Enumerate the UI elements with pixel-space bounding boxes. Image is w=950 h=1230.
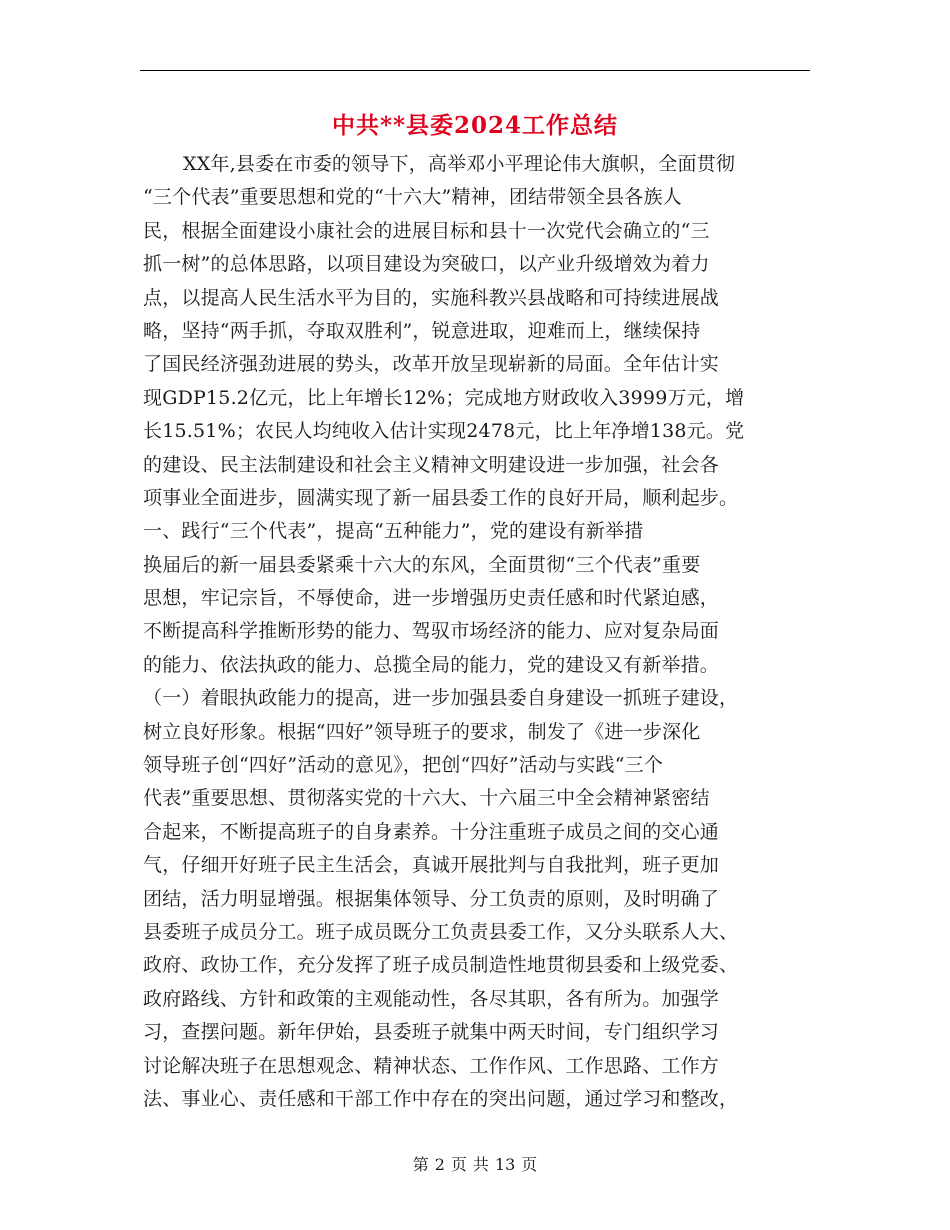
body-line: 政府、政协工作，充分发挥了班子成员制造性地贯彻县委和上级党委、 — [143, 954, 739, 977]
body-line: 略，坚持“两手抓，夺取双胜利”，锐意进取，迎难而上，继续保持 — [143, 319, 701, 342]
body-line: 民，根据全面建设小康社会的进展目标和县十一次党代会确立的“三 — [143, 219, 710, 242]
document-body — [143, 148, 815, 1116]
body-line: 合起来，不断提高班子的自身素养。十分注重班子成员之间的交心通 — [143, 820, 720, 843]
body-line: XX年,县委在市委的领导下，高举邓小平理论伟大旗帜，全面贯彻 — [183, 153, 736, 175]
body-line: 现GDP15.2亿元，比上年增长12%；完成地方财政收入3999万元，增 — [143, 386, 745, 409]
body-line: 项事业全面进步，圆满实现了新一届县委工作的良好开局，顺利起步。 — [143, 486, 739, 509]
body-line: 不断提高科学推断形势的能力、驾驭市场经济的能力、应对复杂局面 — [143, 620, 720, 643]
document-title: 中共**县委2024工作总结 — [331, 112, 619, 139]
footer-suffix: 页 — [521, 1155, 538, 1174]
body-line: 领导班子创“四好”活动的意见》，把创“四好”活动与实践“三个 — [143, 754, 664, 777]
body-line: 讨论解决班子在思想观念、精神状态、工作作风、工作思路、工作方 — [143, 1054, 720, 1077]
body-line: 的建设、民主法制建设和社会主义精神文明建设进一步加强，社会各 — [143, 453, 720, 476]
body-line: 县委班子成员分工。班子成员既分工负责县委工作，又分头联系人大、 — [143, 920, 739, 943]
body-line: 习，查摆问题。新年伊始，县委班子就集中两天时间，专门组织学习 — [143, 1021, 720, 1044]
body-line: 法、事业心、责任感和干部工作中存在的突出问题，通过学习和整改， — [143, 1087, 739, 1110]
body-line: “三个代表”重要思想和党的“十六大”精神，团结带领全县各族人 — [143, 186, 682, 209]
body-line: 的能力、依法执政的能力、总揽全局的能力，党的建设又有新举措。 — [143, 653, 720, 676]
body-line: 抓一树”的总体思路，以项目建设为突破口，以产业升级增效为着力 — [143, 253, 710, 276]
footer-page-word: 页 — [450, 1155, 467, 1174]
body-line: 气，仔细开好班子民主生活会，真诚开展批判与自我批判，班子更加 — [143, 854, 720, 877]
body-line: 了国民经济强劲进展的势头，改革开放呈现崭新的局面。全年估计实 — [143, 353, 720, 376]
body-line: 长15.51%；农民人均纯收入估计实现2478元，比上年净增138元。党 — [143, 420, 745, 443]
body-line: 团结，活力明显增强。根据集体领导、分工负责的原则，及时明确了 — [143, 887, 720, 910]
subsection-line: （一）着眼执政能力的提高，进一步加强县委自身建设一抓班子建设， — [143, 687, 739, 710]
page-footer — [0, 1153, 950, 1177]
footer-total-word: 共 — [472, 1155, 489, 1174]
section-heading: 一、践行“三个代表”，提高“五种能力”，党的建设有新举措 — [143, 520, 644, 543]
footer-prefix: 第 — [412, 1155, 429, 1174]
body-line: 政府路线、方针和政策的主观能动性，各尽其职，各有所为。加强学 — [143, 987, 720, 1010]
body-line: 思想，牢记宗旨，不辱使命，进一步增强历史责任感和时代紧迫感， — [143, 587, 720, 610]
header-rule — [140, 70, 810, 71]
body-line: 树立良好形象。根据“四好”领导班子的要求，制发了《进一步深化 — [143, 720, 701, 743]
total-pages-number: 13 — [494, 1155, 516, 1174]
body-line: 换届后的新一届县委紧乘十六大的东风，全面贯彻“三个代表”重要 — [143, 553, 701, 576]
current-page-number: 2 — [434, 1155, 445, 1174]
body-line: 点，以提高人民生活水平为目的，实施科教兴县战略和可持续进展战 — [143, 286, 720, 309]
body-line: 代表”重要思想、贯彻落实党的十六大、十六届三中全会精神紧密结 — [143, 787, 710, 810]
